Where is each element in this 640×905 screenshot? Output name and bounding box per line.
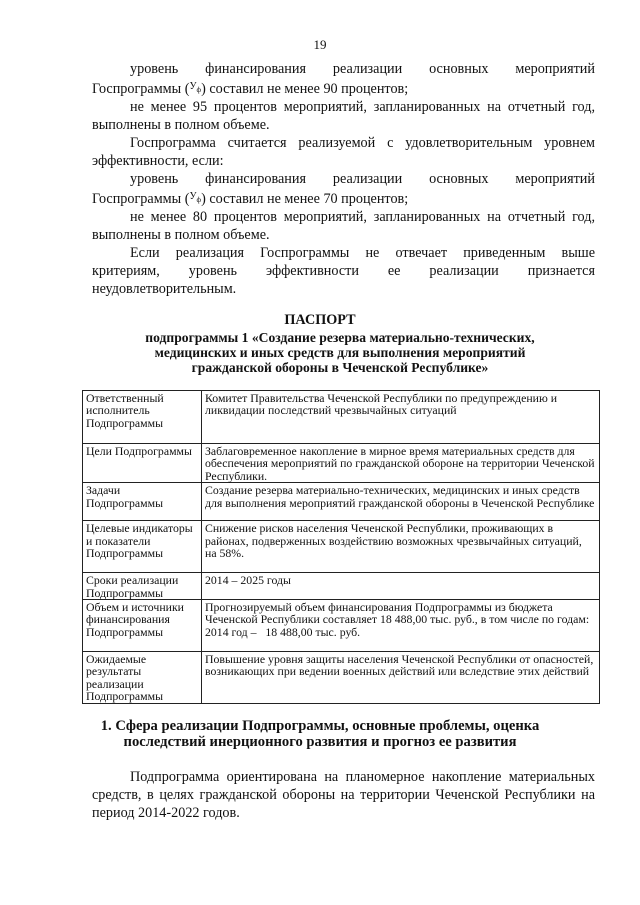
criteria-line-funding-1: уровень финансирования реализации основных мероприятий [130,61,595,77]
unsatisfactory-line-1: Если реализация Госпрограммы не отвечает приведенным выше [130,245,595,261]
criteria-events-80: не менее 80 процентов мероприятий, запланированных на отчетный год, выполнены в полном объеме. [92,209,595,243]
criteria-text: Госпрограммы ( [92,81,190,97]
passport-subtitle-1: подпрограммы 1 «Создание резерва материально-технических, [145,330,535,345]
unsatisfactory-line-2: критериям, уровень эффективности ее реализации признается [92,263,595,279]
passport-title: ПАСПОРТ [284,312,356,328]
row-label: Сроки реализации Подпрограммы [83,573,202,600]
row-value: Повышение уровня защиты населения Чеченской Республики от опасностей, возникающих при ведении военных действий или вследствие этих действий [202,652,600,704]
table-row [83,521,600,573]
row-value: 2014 – 2025 годы [202,573,600,600]
section1-paragraph: Подпрограмма ориентирована на планомерное накопление материальных средств, в целях гражданской обороны на территории Чеченской Республики на период 2014-2022 годов. [92,769,595,821]
section-heading-2: последствий инерционного развития и прогноз ее развития [123,734,517,750]
row-value: Заблаговременное накопление в мирное время материальных средств для обеспечения мероприятий по гражданской обороне на территории Чеченской Республики. [202,444,600,483]
passport-subtitle-3: гражданской обороны в Чеченской Республике» [191,360,489,375]
criteria-text: ) составил не менее 70 процентов; [201,191,409,207]
row-label: Цели Подпрограммы [83,444,202,483]
row-label: Ожидаемые результаты реализации Подпрограммы [83,652,202,704]
uf-symbol: Уф [189,191,202,204]
table-row [83,444,600,483]
financing-text: Прогнозируемый объем финансирования Подпрограммы из бюджета Чеченской Республики составляет 18 488,00 тыс. руб., в том числе по годам: [205,600,590,627]
table-row [83,391,600,444]
row-label: Объем и источники финансирования Подпрограммы [83,600,202,652]
criteria-events-95: не менее 95 процентов мероприятий, запланированных на отчетный год, выполнены в полном объеме. [92,99,595,133]
page-number: 19 [313,37,327,52]
uf-symbol: Уф [189,81,202,94]
table-row [83,483,600,521]
unsatisfactory-line-3: неудовлетворительным. [92,281,237,297]
criteria-text: Госпрограммы ( [92,191,190,207]
row-label: Задачи Подпрограммы [83,483,202,521]
satisfactory-condition: Госпрограмма считается реализуемой с удовлетворительным уровнем эффективности, если: [92,135,595,169]
row-value: Снижение рисков населения Чеченской Республики, проживающих в районах, подверженных воздействию возможных чрезвычайных ситуаций, на 58%. [202,521,600,573]
row-value: Комитет Правительства Чеченской Республики по предупреждению и ликвидации последствий чрезвычайных ситуаций [202,391,600,444]
table-row [83,652,600,704]
financing-year-2014: 2014 год – 18 488,00 тыс. руб. [205,624,361,639]
section-heading-1: 1. Сфера реализации Подпрограммы, основные проблемы, оценка [100,718,540,734]
passport-table [82,390,600,704]
row-value: Создание резерва материально-технических, медицинских и иных средств для выполнения мероприятий гражданской обороны в Чеченской Республике [202,483,600,521]
passport-subtitle-2: медицинских и иных средств для выполнения мероприятий [154,345,526,360]
table-row [83,573,600,600]
table-row [83,600,600,652]
criteria-text: ) составил не менее 90 процентов; [201,81,409,97]
row-label: Ответственный исполнитель Подпрограммы [83,391,202,444]
criteria-line-funding-2: уровень финансирования реализации основных мероприятий [130,171,595,187]
row-label: Целевые индикаторы и показатели Подпрограммы [83,521,202,573]
row-value [202,600,600,652]
